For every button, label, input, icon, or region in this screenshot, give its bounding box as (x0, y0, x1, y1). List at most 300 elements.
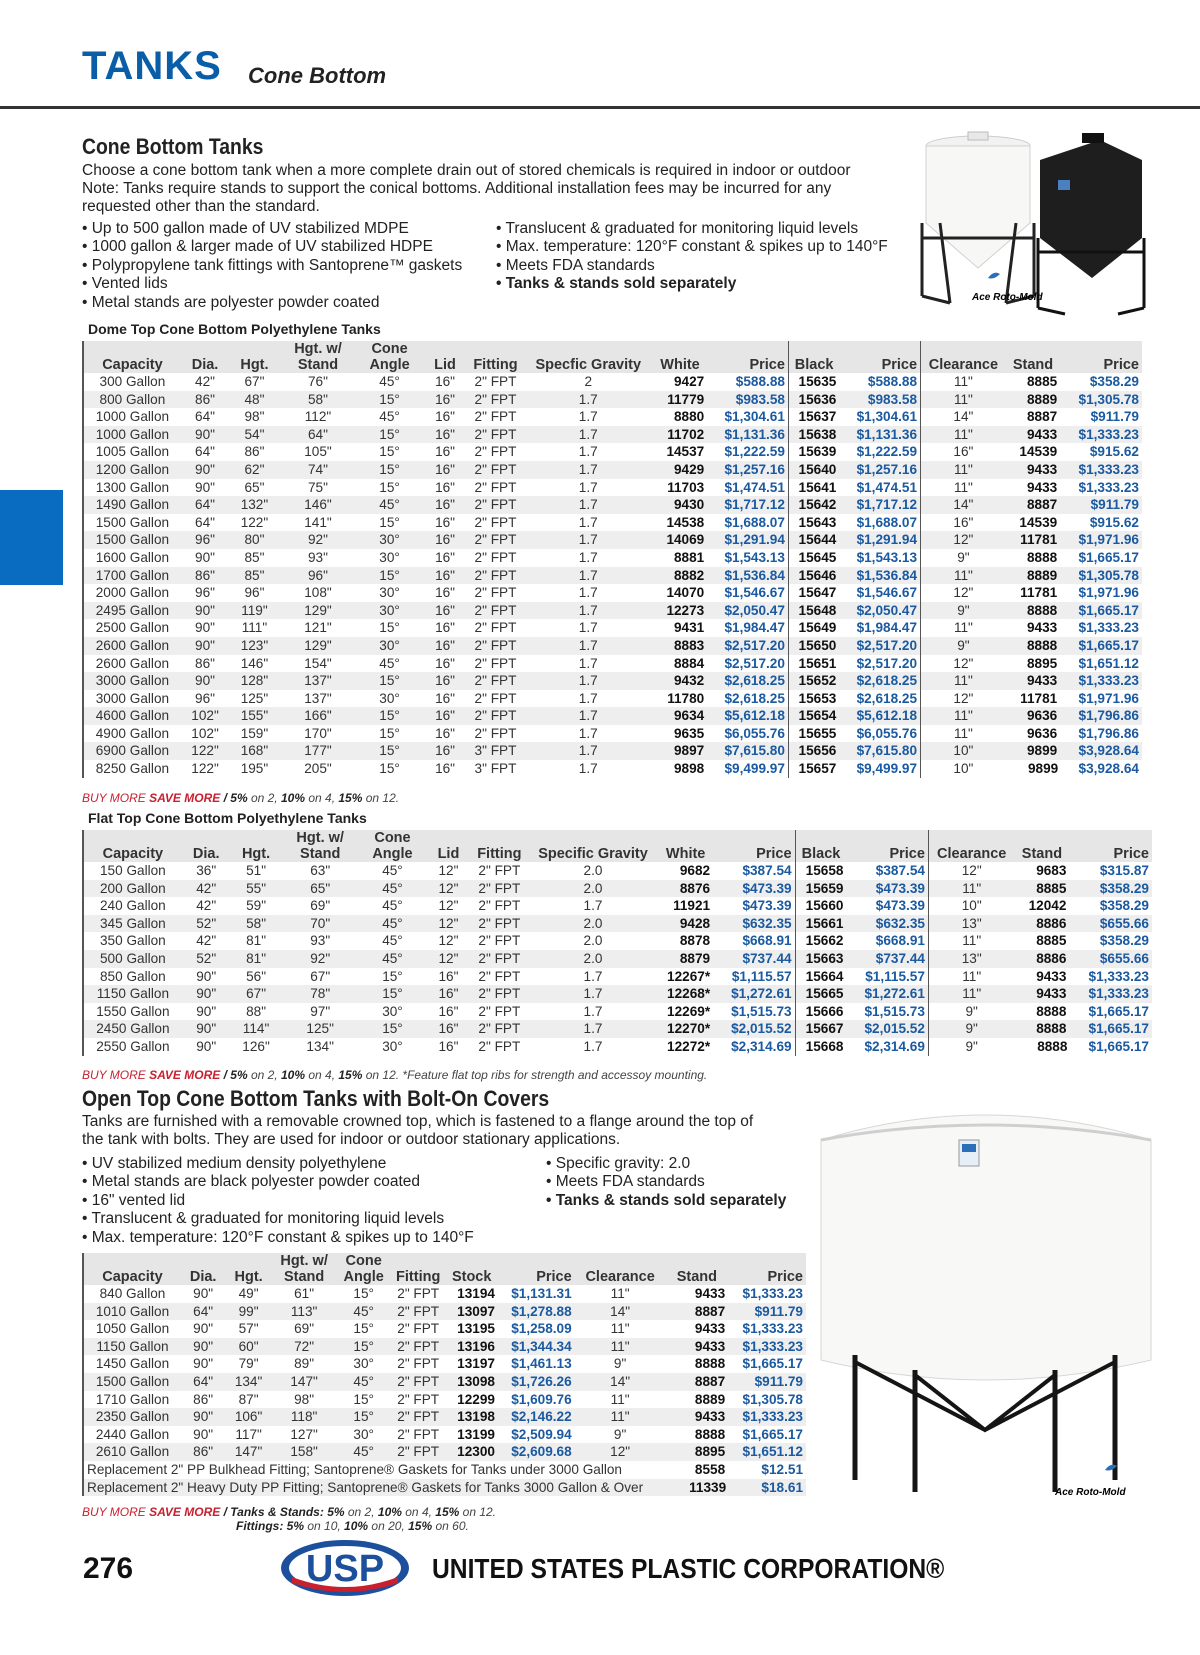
table-cell: 12" (426, 897, 471, 915)
table-cell: 14" (575, 1373, 666, 1391)
table-cell: $2,015.52 (713, 1020, 795, 1038)
table-cell: 9" (575, 1426, 666, 1444)
table-cell: 75" (280, 479, 357, 497)
table-cell: 9682 (658, 862, 713, 880)
table-cell: 58" (280, 391, 357, 409)
table-cell: 122" (181, 742, 229, 760)
table-cell: 16" (423, 584, 467, 602)
table-cell: $983.58 (707, 391, 788, 409)
table-cell: 137" (280, 672, 357, 690)
table-cell: 1.7 (528, 897, 658, 915)
table-cell: 65" (229, 479, 279, 497)
table-cell: 45° (359, 862, 426, 880)
table-cell: 9899 (1006, 742, 1061, 760)
table-cell: 2" FPT (471, 1038, 528, 1056)
table-cell: 67" (282, 968, 359, 986)
table-cell: $358.29 (1061, 373, 1142, 391)
table-cell: $1,651.12 (729, 1443, 806, 1461)
table-cell: $1,984.47 (707, 619, 788, 637)
table-cell: 134" (225, 1373, 271, 1391)
table-cell: $1,131.36 (707, 426, 788, 444)
table-cell: 90" (181, 602, 229, 620)
table-cell: 15646 (788, 567, 839, 585)
col-specific-gravity: Specfic Gravity (524, 341, 653, 373)
table-cell: 15653 (788, 690, 839, 708)
table-cell: 119" (229, 602, 279, 620)
table-cell: 2" FPT (467, 567, 523, 585)
table-cell: 1000 Gallon (83, 426, 181, 444)
table-cell: $1,272.61 (846, 985, 928, 1003)
table-cell: 8878 (658, 932, 713, 950)
table-cell: 127" (272, 1426, 337, 1444)
table-row (83, 637, 1142, 655)
table-cell: 141" (280, 514, 357, 532)
table-cell: $1,665.17 (1061, 549, 1142, 567)
table-cell: 16" (423, 479, 467, 497)
col-cone-angle: Cone Angle (359, 830, 426, 862)
flat-top-table (82, 830, 1152, 1056)
table-cell: 16" (423, 602, 467, 620)
table-cell: 9428 (658, 915, 713, 933)
table-row (83, 1303, 806, 1321)
table-cell: 146" (280, 496, 357, 514)
table-cell: 9433 (1006, 672, 1061, 690)
table-cell: 9" (921, 549, 1006, 567)
table-cell: 15° (336, 1408, 391, 1426)
table-cell: $1,971.96 (1061, 584, 1142, 602)
feature-item: • Polypropylene tank fittings with Santoprene™ gaskets (82, 257, 492, 275)
table-cell: 30° (356, 584, 423, 602)
table-cell: 86" (181, 567, 229, 585)
table-cell: $1,536.84 (707, 567, 788, 585)
table-cell: $2,517.20 (707, 637, 788, 655)
table-cell: 350 Gallon (83, 932, 182, 950)
table-cell: $1,333.23 (729, 1408, 806, 1426)
table-header-row (83, 341, 1142, 373)
col-fitting: Fitting (391, 1253, 446, 1285)
table-cell: $668.91 (713, 932, 795, 950)
table-cell: 1.7 (524, 567, 653, 585)
table-cell: 16" (426, 1003, 471, 1021)
table-cell: $2,517.20 (707, 655, 788, 673)
table-cell: $1,333.23 (729, 1285, 806, 1303)
table-cell: 36" (182, 862, 231, 880)
open-feature-list-left (82, 1155, 532, 1247)
table-cell: 9" (921, 637, 1006, 655)
table-cell: 16" (423, 725, 467, 743)
table-cell: 1490 Gallon (83, 496, 181, 514)
table-cell: 123" (229, 637, 279, 655)
table-cell: 11" (928, 880, 1014, 898)
table-cell: 14" (575, 1303, 666, 1321)
table-cell: 9433 (1014, 985, 1070, 1003)
feature-item: • UV stabilized medium density polyethylene (82, 1155, 532, 1173)
table-cell: 9636 (1006, 725, 1061, 743)
table-cell: $1,333.23 (1061, 672, 1142, 690)
table-cell: $737.44 (713, 950, 795, 968)
table-cell: 90" (181, 619, 229, 637)
table-cell: 122" (229, 514, 279, 532)
table-cell: 8895 (1006, 655, 1061, 673)
table-cell: 12269* (658, 1003, 713, 1021)
table-cell: 2" FPT (391, 1320, 446, 1338)
table-cell: 15640 (788, 461, 839, 479)
table-cell: 8876 (658, 880, 713, 898)
col-lid: Lid (423, 341, 467, 373)
dome-top-table-body (83, 373, 1142, 778)
table-cell: $387.54 (846, 862, 928, 880)
table-cell: 102" (181, 725, 229, 743)
table-cell: 96" (181, 584, 229, 602)
table-cell: 8887 (666, 1373, 730, 1391)
feature-item: • Translucent & graduated for monitoring liquid levels (82, 1210, 532, 1228)
table-cell: 16" (423, 426, 467, 444)
table-row (83, 760, 1142, 778)
table-cell: 850 Gallon (83, 968, 182, 986)
table-cell: 2" FPT (467, 637, 523, 655)
table-cell: 49" (225, 1285, 271, 1303)
table-cell: 16" (423, 690, 467, 708)
table-cell: 15647 (788, 584, 839, 602)
table-cell: 42" (182, 897, 231, 915)
intro-paragraph (82, 162, 912, 216)
table-cell: 12" (426, 950, 471, 968)
table-cell: 15664 (795, 968, 846, 986)
table-cell: 12" (426, 880, 471, 898)
table-cell: $6,055.76 (839, 725, 920, 743)
col-stand-price: Price (729, 1253, 806, 1285)
table-cell: 13097 (445, 1303, 498, 1321)
table-cell: 64" (181, 514, 229, 532)
table-cell: $473.39 (846, 880, 928, 898)
table-cell: 85" (229, 549, 279, 567)
table-cell: 2610 Gallon (83, 1443, 181, 1461)
table-cell: 90" (181, 637, 229, 655)
table-cell: 45° (356, 655, 423, 673)
table-cell: 57" (225, 1320, 271, 1338)
table-cell: 80" (229, 531, 279, 549)
col-clearance: Clearance (921, 341, 1006, 373)
table-cell: 11780 (653, 690, 707, 708)
table-cell: 2" FPT (467, 426, 523, 444)
table-cell: 9898 (653, 760, 707, 778)
table-cell: 8889 (1006, 391, 1061, 409)
table-cell: 2" FPT (391, 1285, 446, 1303)
table-cell: $1,333.23 (729, 1338, 806, 1356)
page-title: TANKS (82, 44, 222, 88)
table-cell: 1710 Gallon (83, 1391, 181, 1409)
table-cell: 128" (229, 672, 279, 690)
table-cell: 11" (921, 373, 1006, 391)
intro-line: Tanks are furnished with a removable crowned top, which is fastened to a flange around the top of (82, 1113, 754, 1130)
table-cell: $315.87 (1070, 862, 1152, 880)
table-cell: 16" (423, 707, 467, 725)
table-cell: $1,115.57 (846, 968, 928, 986)
table-cell: 16" (423, 373, 467, 391)
table-cell: $1,333.23 (1070, 985, 1152, 1003)
col-diameter: Dia. (181, 341, 229, 373)
table-cell: 10" (921, 742, 1006, 760)
feature-item: • Tanks & stands sold separately (496, 275, 916, 293)
table-cell: 11" (575, 1320, 666, 1338)
table-cell: 81" (231, 932, 282, 950)
table-cell: 11702 (653, 426, 707, 444)
open-promo-tanks: BUY MORE SAVE MORE / Tanks & Stands: 5% on 2, 10% on 4, 15% on 12. (82, 1505, 497, 1519)
table-cell: 92" (280, 531, 357, 549)
table-cell: 16" (423, 567, 467, 585)
table-cell: 106" (225, 1408, 271, 1426)
table-cell: 16" (423, 619, 467, 637)
table-cell: 3" FPT (467, 760, 523, 778)
table-cell: 9433 (1006, 461, 1061, 479)
table-cell: $911.79 (1061, 496, 1142, 514)
feature-item: • Tanks & stands sold separately (546, 1192, 806, 1210)
table-cell: 1150 Gallon (83, 1338, 181, 1356)
table-cell: $2,314.69 (713, 1038, 795, 1056)
table-cell: $1,717.12 (839, 496, 920, 514)
table-row (83, 496, 1142, 514)
table-cell: $2,050.47 (707, 602, 788, 620)
table-cell: 9433 (1006, 619, 1061, 637)
table-cell: 12300 (445, 1443, 498, 1461)
col-stand-price: Price (1061, 341, 1142, 373)
page-number: 276 (83, 1552, 134, 1585)
table-cell: 345 Gallon (83, 915, 182, 933)
col-black-stock: Black (795, 830, 846, 862)
table-cell: 16" (423, 496, 467, 514)
table-cell: 11" (575, 1391, 666, 1409)
table-cell: 2" FPT (391, 1391, 446, 1409)
table-cell: $1,474.51 (707, 479, 788, 497)
table-cell: 1.7 (524, 707, 653, 725)
table-cell: 9899 (1006, 760, 1061, 778)
table-cell: 1.7 (524, 426, 653, 444)
table-cell: $1,546.67 (839, 584, 920, 602)
table-row (83, 584, 1142, 602)
table-cell: 2" FPT (467, 690, 523, 708)
table-cell: 15651 (788, 655, 839, 673)
table-cell: 15641 (788, 479, 839, 497)
table-cell: 300 Gallon (83, 373, 181, 391)
table-cell: $7,615.80 (839, 742, 920, 760)
table-cell: 1010 Gallon (83, 1303, 181, 1321)
header-divider (0, 106, 1200, 109)
table-cell: 93" (282, 932, 359, 950)
table-cell: 2 (524, 373, 653, 391)
col-black-stock: Black (788, 341, 839, 373)
table-cell: 154" (280, 655, 357, 673)
table-cell: $2,050.47 (839, 602, 920, 620)
table-cell: $1,796.86 (1061, 725, 1142, 743)
table-cell: $915.62 (1061, 514, 1142, 532)
table-cell: 2" FPT (471, 1020, 528, 1038)
table-cell: 90" (181, 1426, 225, 1444)
col-lid: Lid (426, 830, 471, 862)
table-cell: $911.79 (1061, 408, 1142, 426)
table-cell: 85" (229, 567, 279, 585)
table-cell: 2" FPT (391, 1303, 446, 1321)
table-cell: 90" (182, 1003, 231, 1021)
table-cell: 15° (336, 1391, 391, 1409)
table-cell: 11781 (1006, 531, 1061, 549)
table-cell: 500 Gallon (83, 950, 182, 968)
replacement-description: Replacement 2" Heavy Duty PP Fitting; Santoprene® Gaskets for Tanks 3000 Gallon & Over (83, 1479, 666, 1497)
table-cell: $7,615.80 (707, 742, 788, 760)
table-cell: $2,509.94 (498, 1426, 575, 1444)
ace-roto-mold-logo: Ace Roto-Mold (972, 292, 1043, 303)
table-cell: 1.7 (524, 742, 653, 760)
intro-line: the tank with bolts. They are used for indoor or outdoor stationary applications. (82, 1131, 621, 1148)
table-cell: 15667 (795, 1020, 846, 1038)
open-top-tank-product-image (815, 1100, 1160, 1510)
col-capacity: Capacity (83, 341, 181, 373)
table-cell: 9433 (1006, 479, 1061, 497)
open-top-intro (82, 1086, 802, 1149)
table-row (83, 531, 1142, 549)
table-cell: 1.7 (528, 1020, 658, 1038)
table-cell: 12272* (658, 1038, 713, 1056)
table-cell: 99" (225, 1303, 271, 1321)
table-cell: 9897 (653, 742, 707, 760)
corporation-name: UNITED STATES PLASTIC CORPORATION® (432, 1553, 945, 1584)
table-cell: 90" (181, 549, 229, 567)
table-cell: 64" (181, 1303, 225, 1321)
table-cell: 16" (921, 514, 1006, 532)
feature-item: • Vented lids (82, 275, 492, 293)
col-stand: Stand (666, 1253, 730, 1285)
table-cell: $358.29 (1070, 932, 1152, 950)
table-cell: 2" FPT (467, 443, 523, 461)
table-cell: 30° (356, 602, 423, 620)
table-cell: $473.39 (713, 880, 795, 898)
table-cell: $1,257.16 (839, 461, 920, 479)
replacement-description: Replacement 2" PP Bulkhead Fitting; Santoprene® Gaskets for Tanks under 3000 Gallon (83, 1461, 666, 1479)
table-cell: 2495 Gallon (83, 602, 181, 620)
table-cell: 146" (229, 655, 279, 673)
col-clearance: Clearance (928, 830, 1014, 862)
table-cell: 45° (359, 880, 426, 898)
table-cell: 16" (423, 514, 467, 532)
table-cell: 15° (356, 461, 423, 479)
table-cell: 2350 Gallon (83, 1408, 181, 1426)
table-cell: 8888 (1006, 549, 1061, 567)
section-heading: Cone Bottom Tanks (82, 134, 264, 159)
table-cell: 102" (181, 707, 229, 725)
table-cell: 9433 (666, 1408, 730, 1426)
table-cell: 8884 (653, 655, 707, 673)
table-cell: $1,665.17 (1070, 1020, 1152, 1038)
table-cell: 9" (928, 1003, 1014, 1021)
table-cell: 78" (282, 985, 359, 1003)
table-cell: 12" (921, 531, 1006, 549)
table-cell: 69" (282, 897, 359, 915)
table-cell: 1500 Gallon (83, 1373, 181, 1391)
table-cell: 8882 (653, 567, 707, 585)
table-cell: 15° (356, 443, 423, 461)
table-cell: 1.7 (524, 672, 653, 690)
table-cell: 11" (921, 426, 1006, 444)
table-cell: 195" (229, 760, 279, 778)
table-cell: $1,272.61 (713, 985, 795, 1003)
table-cell: 81" (231, 950, 282, 968)
table-cell: $1,333.23 (1061, 426, 1142, 444)
table-cell: 86" (229, 443, 279, 461)
table-cell: 9636 (1006, 707, 1061, 725)
table-cell: 11" (921, 707, 1006, 725)
table-cell: 70" (282, 915, 359, 933)
table-cell: 1.7 (524, 479, 653, 497)
table-cell: 90" (182, 985, 231, 1003)
table-cell: 55" (231, 880, 282, 898)
table-cell: 9433 (666, 1338, 730, 1356)
table-cell: 14070 (653, 584, 707, 602)
table-cell: 12270* (658, 1020, 713, 1038)
table-cell: 96" (280, 567, 357, 585)
table-cell: $1,546.67 (707, 584, 788, 602)
table-cell: $1,304.61 (707, 408, 788, 426)
col-black-price: Price (839, 341, 920, 373)
table-cell: $1,609.76 (498, 1391, 575, 1409)
table-cell: $473.39 (846, 897, 928, 915)
table-cell: 69" (272, 1320, 337, 1338)
table-cell: 90" (182, 1038, 231, 1056)
table-cell: 15655 (788, 725, 839, 743)
table-row (83, 690, 1142, 708)
table-cell: 11" (575, 1285, 666, 1303)
table-cell: 15660 (795, 897, 846, 915)
table-cell: 2" FPT (471, 932, 528, 950)
table-cell: 1.7 (524, 496, 653, 514)
table-cell: 2.0 (528, 932, 658, 950)
table-cell: 90" (181, 1408, 225, 1426)
page-subtitle: Cone Bottom (248, 63, 387, 88)
table-cell: 9634 (653, 707, 707, 725)
table-cell: 1.7 (524, 584, 653, 602)
table-cell: 2.0 (528, 915, 658, 933)
table-cell: $3,928.64 (1061, 760, 1142, 778)
table-cell: $1,515.73 (713, 1003, 795, 1021)
feature-item: • Max. temperature: 120°F constant & spikes up to 140°F (496, 238, 916, 256)
flat-top-table-body (83, 862, 1152, 1056)
table-cell: 15652 (788, 672, 839, 690)
table-cell: 16" (426, 985, 471, 1003)
replacement-price: $12.51 (729, 1461, 806, 1479)
table-cell: 1.7 (528, 1003, 658, 1021)
table-cell: 13197 (445, 1355, 498, 1373)
table-cell: 1.7 (524, 760, 653, 778)
table-cell: $1,796.86 (1061, 707, 1142, 725)
table-cell: $588.88 (707, 373, 788, 391)
table-cell: 4900 Gallon (83, 725, 181, 743)
table-cell: 67" (229, 373, 279, 391)
table-cell: $1,688.07 (839, 514, 920, 532)
table-cell: 1050 Gallon (83, 1320, 181, 1338)
table-cell: $911.79 (729, 1303, 806, 1321)
table-cell: 14" (921, 408, 1006, 426)
table-cell: $1,971.96 (1061, 531, 1142, 549)
table-cell: 13" (928, 915, 1014, 933)
table-row (83, 602, 1142, 620)
table-row (83, 1391, 806, 1409)
table-cell: $655.66 (1070, 915, 1152, 933)
table-cell: 1.7 (528, 1038, 658, 1056)
table-cell: 117" (225, 1426, 271, 1444)
table-cell: 15° (356, 725, 423, 743)
table-cell: 2500 Gallon (83, 619, 181, 637)
table-cell: 2" FPT (467, 391, 523, 409)
table-cell: 2" FPT (467, 461, 523, 479)
table-cell: 2" FPT (467, 619, 523, 637)
